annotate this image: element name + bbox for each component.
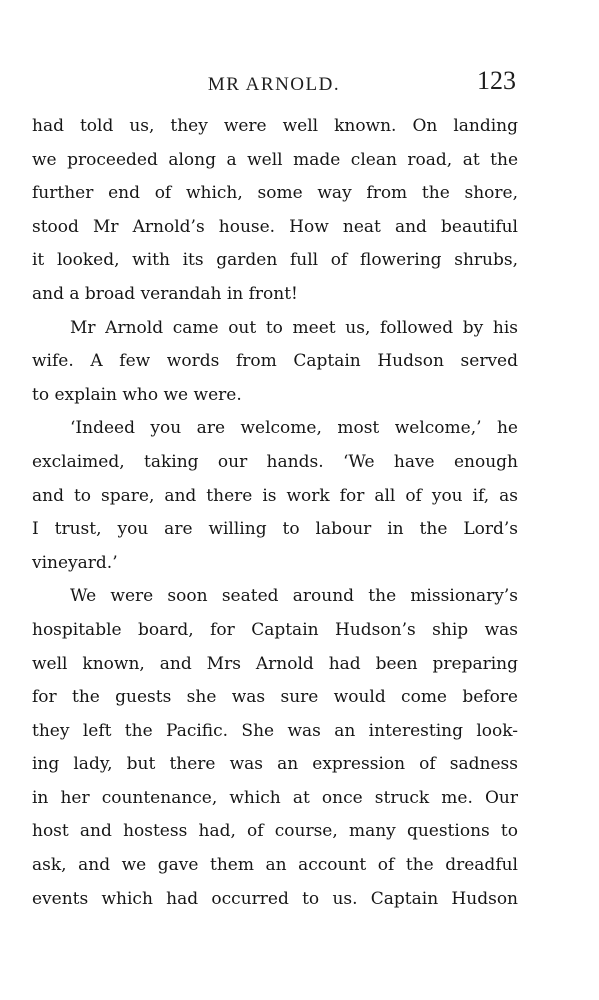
text-line: events which had occurred to us. Captain Hudson <box>32 888 518 909</box>
body-text <box>32 110 518 916</box>
text-line: ‘Indeed you are welcome, most welcome,’ he <box>70 418 518 439</box>
text-line: hospitable board, for Captain Hudson’s ship was <box>32 619 518 640</box>
text-line: it looked, with its garden full of flowering shrubs, <box>32 250 518 271</box>
text-line: for the guests she was sure would come before <box>32 687 518 708</box>
text-line: had told us, they were well known. On landing <box>32 116 518 136</box>
text-line: vineyard.’ <box>32 552 118 573</box>
text-line: stood Mr Arnold’s house. How neat and beautiful <box>32 216 518 237</box>
text-line: and to spare, and there is work for all of you if, as <box>32 485 518 506</box>
running-title: MR ARNOLD. <box>207 74 341 95</box>
text-line: exclaimed, taking our hands. ‘We have enough <box>32 451 518 472</box>
text-line: ing lady, but there was an expression of sadness <box>32 754 518 775</box>
text-line: to explain who we were. <box>32 384 242 405</box>
text-line: host and hostess had, of course, many questions to <box>32 821 518 842</box>
running-head <box>32 66 516 100</box>
text-line: in her countenance, which at once struck me. Our <box>32 787 518 808</box>
text-line: they left the Pacific. She was an interesting look- <box>32 720 518 741</box>
text-line: ask, and we gave them an account of the dreadful <box>32 855 518 876</box>
text-line: We were soon seated around the missionary’s <box>70 586 518 607</box>
text-line: wife. A few words from Captain Hudson served <box>32 351 518 372</box>
page-number: 123 <box>477 66 516 95</box>
text-line: I trust, you are willing to labour in the Lord’s <box>32 519 518 540</box>
text-line: and a broad verandah in front! <box>32 283 298 304</box>
text-line: we proceeded along a well made clean road, at the <box>32 149 518 170</box>
text-line: Mr Arnold came out to meet us, followed by his <box>70 317 518 338</box>
text-line: well known, and Mrs Arnold had been preparing <box>32 653 518 674</box>
text-line: further end of which, some way from the shore, <box>32 183 518 204</box>
